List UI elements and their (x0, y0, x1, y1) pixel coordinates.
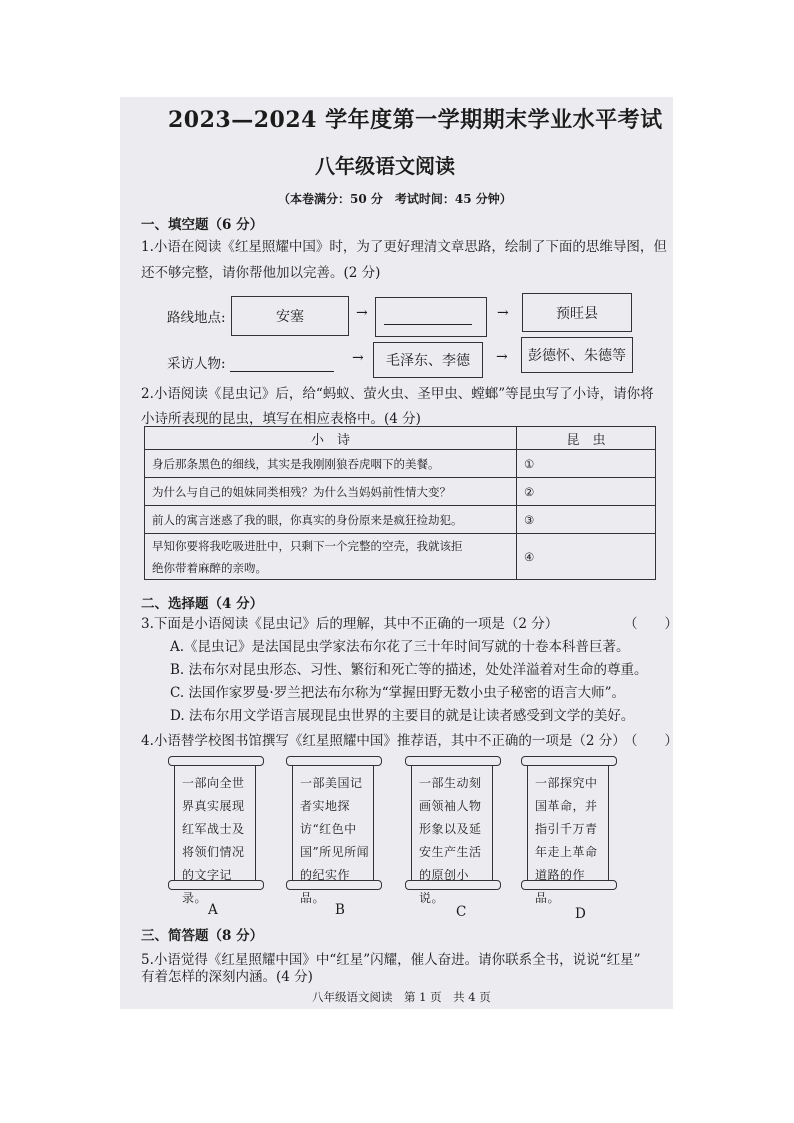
option-letter-b: B (335, 902, 345, 918)
scroll-top-bar (286, 756, 382, 766)
q4-answer-paren[interactable]: （ ） (624, 733, 678, 749)
q2-line2: 小诗所表现的昆虫，填写在相应表格中。(4 分) (141, 411, 421, 427)
q3-option-a[interactable]: A.《昆虫记》是法国昆虫学家法布尔花了三十年时间写就的十卷本科普巨著。 (170, 639, 630, 655)
q3-option-d[interactable]: D. 法布尔用文学语言展现昆虫世界的主要目的就是让读者感受到文学的美好。 (170, 708, 635, 724)
insect-answer-cell[interactable]: ③ (517, 506, 656, 534)
scroll-top-bar (168, 756, 264, 766)
col-insect-header: 昆 虫 (517, 427, 656, 450)
poem-text: 早知你要将我吃吸进肚中，只剩下一个完整的空壳，我就该拒 绝你带着麻醉的亲吻。 (145, 534, 517, 580)
scroll-top-bar (405, 756, 501, 766)
arrow-icon: → (356, 305, 368, 321)
q3-stem: 3.下面是小语阅读《昆虫记》后的理解，其中不正确的一项是（2 分） (141, 616, 559, 632)
option-card-d[interactable] (521, 756, 615, 905)
insect-answer-cell[interactable]: ④ (517, 534, 656, 580)
q3-answer-paren[interactable]: （ ） (624, 616, 678, 632)
option-card-b[interactable] (286, 756, 380, 905)
people-end-box: 彭德怀、朱德等 (521, 337, 633, 373)
option-card-text: 一部探究中国革命，并指引千万青年走上革命道路的作品。 (535, 776, 598, 905)
insect-answer-cell[interactable]: ② (517, 478, 656, 506)
option-card-text: 一部美国记者实地探访“红色中国”所见所闻的纪实作品。 (300, 776, 370, 905)
q3-option-b[interactable]: B. 法布尔对昆虫形态、习性、繁衍和死亡等的描述，处处洋溢着对生命的尊重。 (170, 662, 648, 678)
arrow-icon: → (352, 350, 364, 366)
q5-line1: 5.小语觉得《红星照耀中国》中“红星”闪耀，催人奋进。请你联系全书，说说“红星” (141, 952, 641, 968)
route-mid-blank[interactable] (384, 324, 472, 325)
section-heading-3: 三、简答题（8 分） (141, 928, 264, 944)
option-card-c[interactable] (405, 756, 499, 905)
col-poem-header: 小 诗 (145, 427, 517, 450)
section-heading-2: 二、选择题（4 分） (141, 596, 264, 612)
exam-title: 2023—2024 学年度第一学期期末学业水平考试 (168, 107, 663, 133)
route-label: 路线地点: (167, 310, 226, 326)
scroll-top-bar (521, 756, 617, 766)
page-footer: 八年级语文阅读 第 1 页 共 4 页 (312, 990, 491, 1004)
route-end-box: 预旺县 (522, 293, 632, 332)
arrow-icon: → (496, 349, 508, 365)
q1-line2: 还不够完整，请你帮他加以完善。(2 分) (141, 265, 381, 281)
arrow-icon: → (497, 305, 509, 321)
route-mid-box (375, 297, 487, 337)
poem-text: 身后那条黑色的细线，其实是我刚刚狼吞虎咽下的美餐。 (145, 450, 517, 478)
people-label: 采访人物: (167, 356, 226, 372)
q2-line1: 2.小语阅读《昆虫记》后，给“蚂蚁、萤火虫、圣甲虫、螳螂”等昆虫写了小诗，请你将 (141, 386, 654, 402)
q5-line2: 有着怎样的深刻内涵。(4 分) (141, 969, 313, 985)
exam-subtitle: 八年级语文阅读 (315, 154, 455, 178)
section-heading-1: 一、填空题（6 分） (141, 217, 264, 233)
option-card-a[interactable] (168, 756, 262, 905)
option-letter-a: A (208, 902, 218, 918)
people-mid-box: 毛泽东、李德 (373, 342, 483, 378)
people-start-blank[interactable] (230, 371, 334, 372)
q1-line1: 1.小语在阅读《红星照耀中国》时，为了更好理清文章思路，绘制了下面的思维导图，但 (141, 239, 667, 255)
option-letter-d: D (575, 906, 586, 922)
exam-note: （本卷满分：50 分 考试时间：45 分钟） (278, 192, 512, 206)
option-letter-c: C (456, 904, 467, 920)
q4-stem: 4.小语替学校图书馆撰写《红星照耀中国》推荐语，其中不正确的一项是（2 分） (141, 733, 626, 749)
route-start-box: 安塞 (231, 296, 349, 336)
insect-answer-cell[interactable]: ① (517, 450, 656, 478)
poem-table (144, 426, 656, 580)
poem-text: 前人的寓言迷惑了我的眼，你真实的身份原来是疯狂捡劫犯。 (145, 506, 517, 534)
option-card-text: 一部向全世界真实展现红军战士及将领们情况的文字记录。 (182, 776, 245, 905)
poem-text: 为什么与自己的姐妹同类相残？为什么当妈妈前性情大变？ (145, 478, 517, 506)
q3-option-c[interactable]: C. 法国作家罗曼·罗兰把法布尔称为“掌握田野无数小虫子秘密的语言大师”。 (170, 685, 626, 701)
option-card-text: 一部生动刻画领袖人物形象以及延安生产生活的原创小说。 (419, 776, 482, 905)
